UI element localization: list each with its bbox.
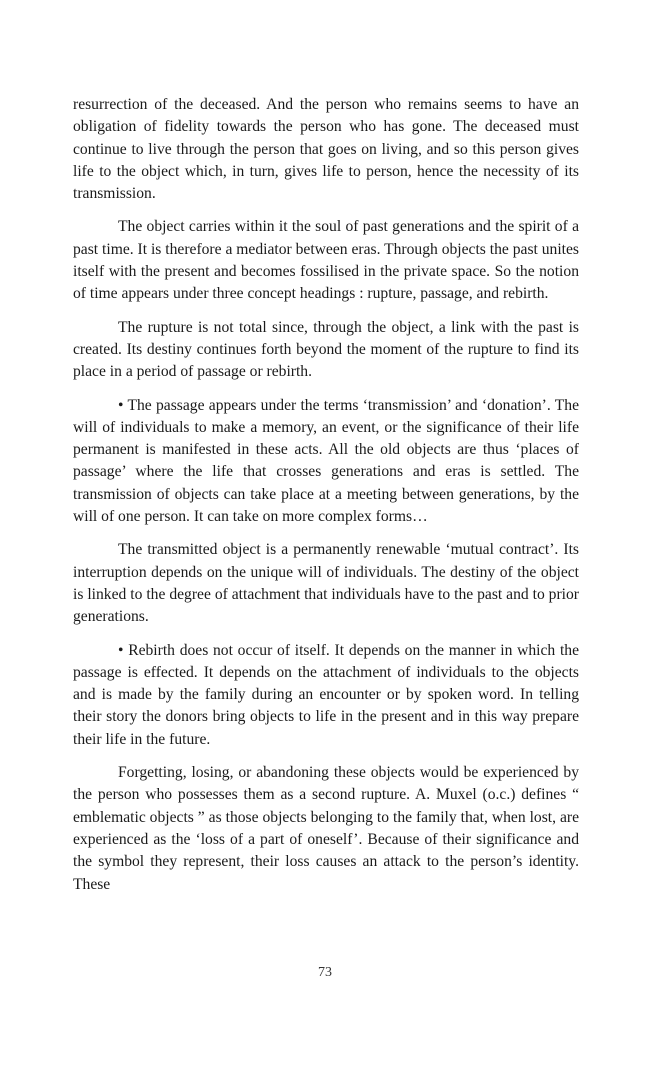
paragraph-1: resurrection of the deceased. And the person who remains seems to have an obligation of fidelity towards the person who has gone. The deceased must continue to live through the person that goes on living, and so this person gives life to the object which, in turn, gives life to person, hence the necessity of its transmission. [73,96,579,203]
paragraph-6-bullet-rebirth: • Rebirth does not occur of itself. It depends on the manner in which the passage is effected. It depends on the attachment of individuals to the objects and is made by the family during an encounter or by spoken word. In telling their story the donors bring objects to life in the present and in this way prepare their life in the future. [73,641,579,748]
paragraph-5: The transmitted object is a permanently renewable ‘mutual contract’. Its interruption depends on the unique will of individuals. The destiny of the object is linked to the degree of attachment that individuals have to the past and to prior generations. [73,541,579,626]
paragraph-4-bullet-passage: • The passage appears under the terms ‘transmission’ and ‘donation’. The will of individuals to make a memory, an event, or the significance of their life permanent is manifested in these acts. All the old objects are thus ‘places of passage’ where the life that crosses generations and eras is settled. The transmission of objects can take place at a meeting between generations, by the will of one person. It can take on more complex forms… [73,396,579,526]
paragraph-2: The object carries within it the soul of past generations and the spirit of a past time. It is therefore a mediator between eras. Through objects the past unites itself with the present and becomes fossilised in the private space. So the notion of time appears under three concept headings : rupture, passage, and rebirth. [73,218,579,303]
page-body [73,94,579,907]
page-number: 73 [318,965,332,980]
paragraph-3: The rupture is not total since, through the object, a link with the past is created. Its destiny continues forth beyond the moment of the rupture to find its place in a period of passage or rebirth. [73,318,579,381]
paragraph-7: Forgetting, losing, or abandoning these objects would be experienced by the person who possesses them as a second rupture. A. Muxel (o.c.) defines “ emblematic objects ” as those objects belonging to the family that, when lost, are experienced as the ‘loss of a part of oneself’. Because of their significance and the symbol they represent, their loss causes an attack to the person’s identity. These [73,764,579,893]
